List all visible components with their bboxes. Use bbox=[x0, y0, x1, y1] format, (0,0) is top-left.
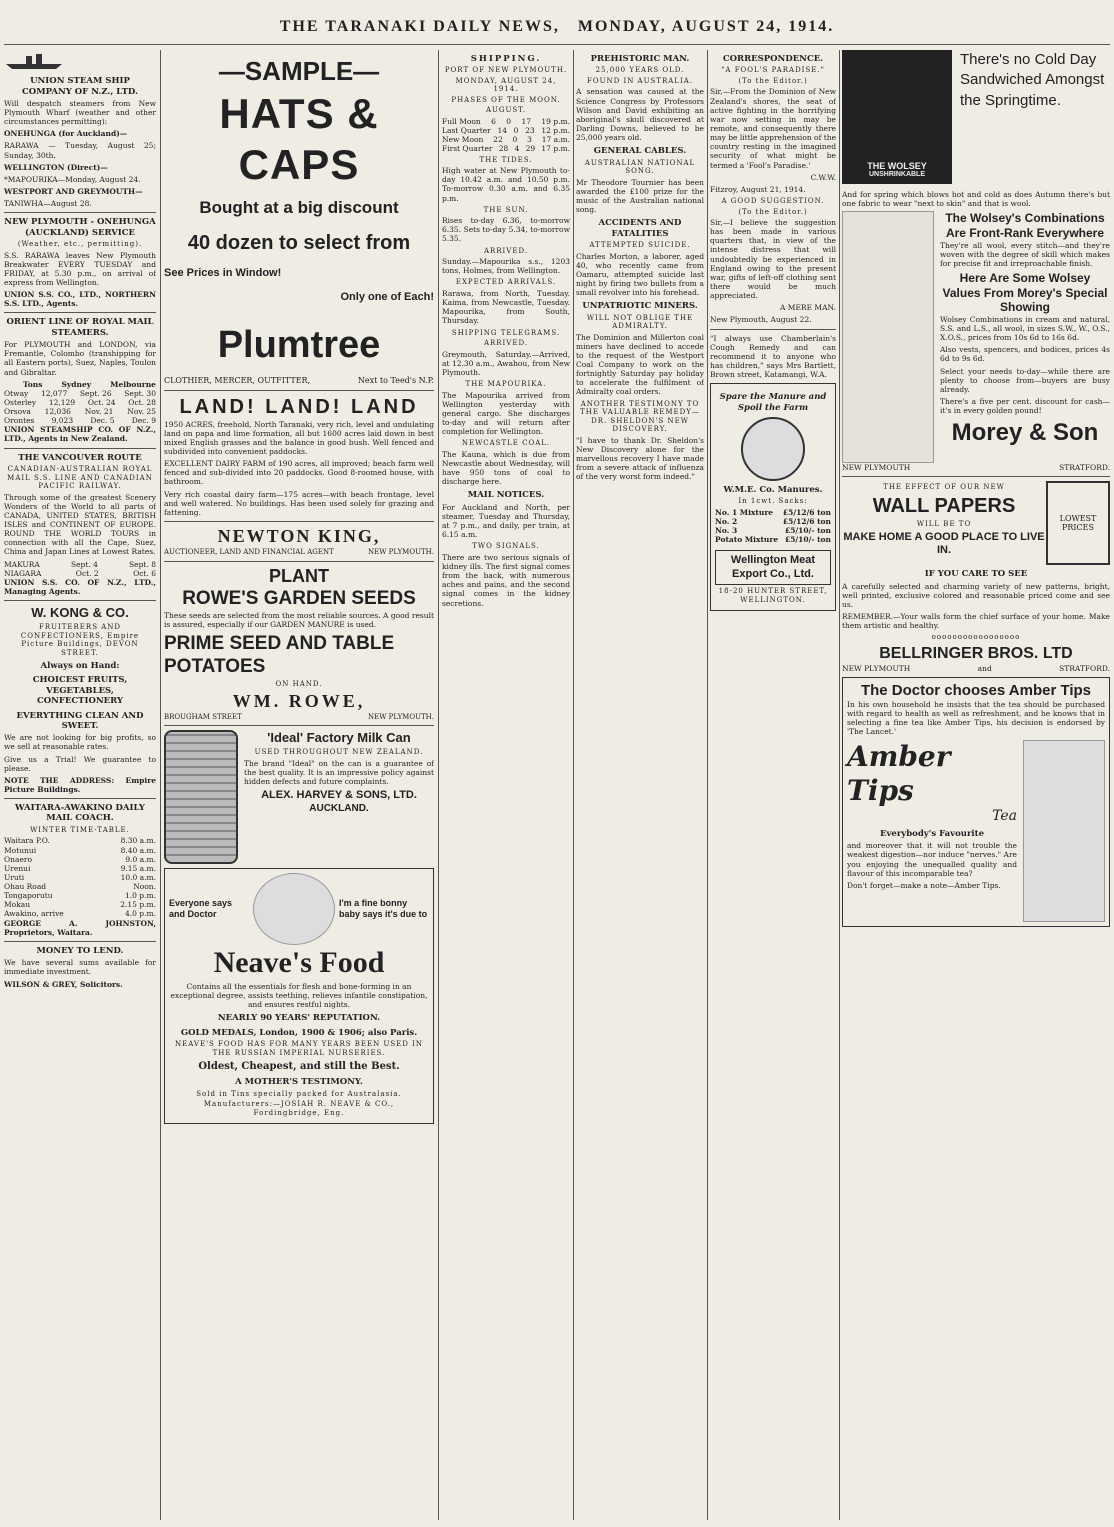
make-line: MAKE HOME A GOOD PLACE TO LIVE IN. bbox=[843, 530, 1045, 557]
mail-heading: MAIL NOTICES. bbox=[467, 490, 545, 501]
combos-body: They're all wool, every stitch—and they're woven with the degree of skill which makes for precise fit and irreproachable finish. bbox=[940, 240, 1110, 268]
bought-line: Bought at a big discount bbox=[199, 198, 399, 218]
prime-heading: PRIME SEED AND TABLE POTATOES bbox=[164, 632, 395, 678]
kong-hand: Always on Hand: bbox=[40, 661, 120, 672]
milk-body: The brand "Ideal" on the can is a guarantee of the best quality. It is an impressive policy against hidden defects and future complaints. bbox=[244, 758, 434, 786]
cough-body: "I always use Chamberlain's Cough Remedy and can recommend it to anyone who has children," says Mrs Bartlett, Brown street, Katamangi, W.A. bbox=[710, 333, 836, 380]
divider bbox=[842, 476, 1110, 477]
amber-brand: Amber Tips bbox=[847, 739, 951, 807]
dozen-line: 40 dozen to select from bbox=[187, 231, 411, 254]
tea-brand: Tea bbox=[992, 807, 1017, 824]
cash-body: There's a five per cent. discount for cash—it's in every golden pound! bbox=[940, 396, 1110, 416]
table-row: Awakino, arrive 4.0 p.m. bbox=[4, 909, 156, 919]
np-service-body: S.S. RARAWA leaves New Plymouth Breakwater EVERY TUESDAY and FRIDAY, at 5.30 p.m., on arrival of express from Wellington. bbox=[4, 250, 156, 287]
neave-medals: GOLD MEDALS, London, 1900 & 1906; also Paris. bbox=[180, 1027, 418, 1038]
newton-sub: AUCTIONEER, LAND AND FINANCIAL AGENT NEW PLYMOUTH. bbox=[164, 547, 434, 556]
alex-harvey: ALEX. HARVEY & SONS, LTD. bbox=[261, 789, 417, 802]
table-row: Osterley 12,129 Oct. 24 Oct. 28 bbox=[4, 397, 156, 407]
table-row: Motunui 8.40 a.m. bbox=[4, 845, 156, 855]
signals-heading: TWO SIGNALS. bbox=[472, 542, 540, 551]
lowest-prices-can-icon: LOWEST PRICES bbox=[1046, 481, 1110, 565]
remember-body: REMEMBER.—Your walls form the chief surface of your home. Make them artistic and healthy. bbox=[842, 612, 1110, 631]
prehistoric-heading: PREHISTORIC MAN. bbox=[590, 54, 690, 64]
steamship-icon bbox=[4, 50, 64, 70]
good-sign: A MERE MAN. bbox=[779, 303, 836, 313]
westport-heading: WESTPORT AND GREYMOUTH— bbox=[4, 186, 143, 196]
kong-body: We are not looking for big profits, so we sell at reasonable rates. bbox=[4, 733, 156, 752]
plumtree-footer: CLOTHIER, MERCER, OUTFITTER, Next to Teed's N.P. bbox=[164, 376, 434, 386]
taniwha-line: TANIWHA—August 28. bbox=[4, 199, 92, 209]
doctor-heading: The Doctor chooses Amber Tips bbox=[860, 681, 1092, 699]
date-line: MONDAY, AUGUST 24, 1914. bbox=[455, 76, 557, 94]
divider bbox=[4, 798, 156, 799]
will-line: WILL BE TO bbox=[916, 520, 972, 529]
money-body: We have several sums available for immediate investment. bbox=[4, 958, 156, 977]
found-heading: FOUND IN AUSTRALIA. bbox=[586, 76, 693, 85]
column-correspondence bbox=[710, 50, 836, 1520]
neave-repute: NEARLY 90 YEARS' REPUTATION. bbox=[217, 1013, 381, 1024]
money-sign: WILSON & GREY, Solicitors. bbox=[4, 979, 123, 989]
values-heading: Here Are Some Wolsey Values From Morey's Special Showing bbox=[942, 270, 1108, 315]
newton-heading: NEWTON KING, bbox=[217, 526, 381, 547]
care-heading: IF YOU CARE TO SEE bbox=[924, 569, 1028, 580]
remedy-heading: ANOTHER TESTIMONY TO THE VALUABLE REMEDY—DR. SHELDON'S NEW DISCOVERY. bbox=[580, 399, 700, 434]
miners-heading: UNPATRIOTIC MINERS. bbox=[582, 301, 698, 312]
vancouver-title: THE VANCOUVER ROUTE bbox=[18, 452, 142, 463]
neave-oldest: Oldest, Cheapest, and still the Best. bbox=[198, 1061, 400, 1073]
land-heading: LAND! LAND! LAND bbox=[179, 396, 419, 419]
shipping-heading: SHIPPING. bbox=[470, 54, 542, 64]
years-heading: 25,000 YEARS OLD. bbox=[595, 66, 685, 75]
miners-body: The Dominion and Millerton coal miners have declined to accede to the request of the Westport Coal Company to work on the fortnightly Saturday pay holiday to accelerate the fulfilment of Admiralty coal orders. bbox=[576, 332, 704, 397]
table-row: Mokau 2.15 p.m. bbox=[4, 900, 156, 910]
kong-items: CHOICEST FRUITS, VEGETABLES, CONFECTIONERY bbox=[32, 675, 128, 707]
newcastle-body: The Kauna, which is due from Newcastle about Wednesday, will have 950 tons of coal to discharge here. bbox=[442, 449, 570, 487]
column-shipping-news bbox=[442, 50, 570, 1520]
neave-ad bbox=[164, 868, 434, 1124]
divider bbox=[164, 561, 434, 562]
amber-tips-ad bbox=[842, 677, 1110, 927]
general-heading: GENERAL CABLES. bbox=[593, 146, 687, 157]
man-figure-icon bbox=[842, 211, 934, 463]
neave-heading: Neave's Food bbox=[213, 946, 385, 980]
vancouver-body: Through some of the greatest Scenery Wonders of the World to all parts of CANADA, UNITED STATES, BRITISH ISLES and CONTINENT OF EUROPE. ROUND THE WORLD TOURS in connection with all the Cape, Suez, China and Japan Lines at Lowest Rates. bbox=[4, 492, 156, 557]
wellington-heading: WELLINGTON (Direct)— bbox=[4, 162, 108, 172]
coach-title: WAITARA-AWAKINO DAILY MAIL COACH. bbox=[15, 803, 145, 824]
to-editor2: (To the Editor.) bbox=[738, 207, 808, 216]
mapourika-heading: THE MAPOURIKA. bbox=[465, 380, 547, 389]
table-row: Onaero 9.0 a.m. bbox=[4, 854, 156, 864]
in-sacks: In 1cwt. Sacks: bbox=[738, 497, 808, 506]
phases-heading: PHASES OF THE MOON. bbox=[451, 95, 561, 104]
plumtree-heading: Plumtree bbox=[217, 324, 381, 367]
divider bbox=[4, 212, 156, 213]
mail-body: For Auckland and North, per steamer, Tuesday and Thursday, at 7 p.m., and daily, per train, at 6.15 a.m. bbox=[442, 502, 570, 540]
newcastle-heading: NEWCASTLE COAL. bbox=[461, 439, 551, 448]
column-shipping-ads bbox=[4, 50, 156, 1520]
spring-body: And for spring which blows hot and cold as does Autumn there's but one fabric to wear "next to skin" and that is wool. bbox=[842, 190, 1110, 209]
plant-heading: PLANT bbox=[269, 565, 329, 586]
column-rule bbox=[160, 50, 161, 1520]
masthead-paper: THE TARANAKI DAILY NEWS, bbox=[279, 18, 560, 35]
only-line: Only one of Each! bbox=[340, 290, 434, 303]
table-row: Orsova 12,036 Nov. 21 Nov. 25 bbox=[4, 407, 156, 417]
column-rule bbox=[839, 50, 840, 1520]
column-rule bbox=[707, 50, 708, 1520]
column-large-ads bbox=[164, 50, 434, 1520]
neave-sold: Sold in Tins specially packed for Australasia. bbox=[196, 1089, 402, 1098]
rowe-address: BROUGHAM STREET NEW PLYMOUTH. bbox=[164, 712, 434, 721]
remedy-body: "I have to thank Dr. Sheldon's New Discovery alone for the marvellous recovery I have made from a severe attack of influenza of the very worst form indeed." bbox=[576, 435, 704, 482]
money-title: MONEY TO LEND. bbox=[36, 945, 124, 956]
good-body: Sir,—I believe the suggestion has been made in various quarters that, in view of the intense distress that will undoubtedly be experienced in England owing to the present war, gifts of left-off clothing sent there would be much appreciated. bbox=[710, 218, 836, 301]
table-row: New Moon 22 0 3 17 a.m. bbox=[442, 135, 570, 145]
favourite-body: and moreover that it will not trouble the weakest digestion—nor induce "nerves." Are you enjoying the unequalled quality and flavour of this incomparable tea? bbox=[847, 841, 1017, 878]
divider bbox=[164, 521, 434, 522]
column-rule bbox=[573, 50, 574, 1520]
union-body: Will despatch steamers from New Plymouth Wharf (weather and other circumstances permitting): bbox=[4, 98, 156, 127]
column-rule bbox=[438, 50, 439, 1520]
fools-heading: "A FOOL'S PARADISE." bbox=[721, 66, 825, 75]
orient-body: For PLYMOUTH and LONDON, via Fremantle, Colombo (transhipping for all Eastern ports), Suez, Naples, Toulon and Gibraltar. bbox=[4, 340, 156, 377]
baby-line: I'm a fine bonny baby says it's due to bbox=[339, 898, 428, 920]
table-row: Uruti 10.0 a.m. bbox=[4, 872, 156, 882]
august-heading: AUGUST. bbox=[485, 106, 527, 115]
divider bbox=[4, 941, 156, 942]
there-heading: There's no Cold Day Sandwiched Amongst the Springtime. bbox=[960, 51, 1105, 109]
prehistoric-body: A sensation was caused at the Science Congress by Professors Wilson and David exhibiting an aboriginal's skull discovered at Darling Downs, believed to be 25,000 years old. bbox=[576, 87, 704, 143]
arrived2-heading: ARRIVED. bbox=[483, 339, 529, 348]
rowe-heading: WM. ROWE, bbox=[232, 690, 366, 711]
masthead-rule bbox=[4, 44, 1110, 45]
baby-icon bbox=[253, 873, 335, 945]
wall-heading: WALL PAPERS bbox=[872, 494, 1016, 517]
morey-address: NEW PLYMOUTH STRATFORD. bbox=[842, 463, 1110, 473]
expected-heading: EXPECTED ARRIVALS. bbox=[455, 278, 557, 287]
select-body: Select your needs to-day—while there are plenty to choose from—buyers are busy already. bbox=[940, 366, 1110, 394]
mapourika-body: The Mapourika arrived from Wellington yesterday with general cargo. She discharges to-day and will return after completion for Wellington. bbox=[442, 390, 570, 437]
fools-sign: C.W.W. bbox=[810, 172, 836, 182]
port-heading: PORT OF NEW PLYMOUTH. bbox=[444, 66, 568, 75]
suicide-heading: ATTEMPTED SUICIDE. bbox=[589, 240, 691, 249]
care-body: A carefully selected and charming variety of new patterns, bright, well printed, exclusive colored and reasonable priced come and see us. bbox=[842, 581, 1110, 610]
cartwheel-icon bbox=[741, 417, 805, 481]
wolsey-logo: THE WOLSEY UNSHRINKABLE bbox=[842, 50, 952, 184]
seeds-body: These seeds are selected from the most reliable sources. A good result is assured, especially if our GARDEN MANURE is used. bbox=[164, 610, 434, 629]
fitzroy-line: Fitzroy, August 21, 1914. bbox=[710, 184, 806, 194]
wolsey-body bbox=[842, 211, 1110, 463]
union-title: UNION STEAM SHIP COMPANY OF N.Z., LTD. bbox=[22, 76, 138, 97]
neave-makers: Manufacturers:—JOSIAH R. NEAVE & CO., Fordingbridge, Eng. bbox=[203, 1100, 395, 1117]
effect-line: THE EFFECT OF OUR NEW bbox=[883, 483, 1005, 492]
masthead bbox=[0, 18, 1114, 42]
onhand-line: ON HAND. bbox=[275, 680, 323, 689]
good-place: New Plymouth, August 22. bbox=[710, 315, 812, 325]
good-heading: A GOOD SUGGESTION. bbox=[721, 196, 825, 205]
see-line: See Prices in Window! bbox=[164, 267, 282, 280]
table-row: Tongaporutu 1.0 p.m. bbox=[4, 891, 156, 901]
land-body: 1950 ACRES, freehold, North Taranaki, very rich, level and undulating land on papa and lime formation, all but 1600 acres laid down in best mixed English grasses and the balance in good bush. Well fenced and subdivided into convenient paddocks. bbox=[164, 419, 434, 457]
divider bbox=[4, 448, 156, 449]
coach-sign: GEORGE A. JOHNSTON, Proprietors, Waitara. bbox=[4, 918, 156, 937]
everybody-line: Everybody's Favourite bbox=[880, 828, 984, 839]
miners-sub: WILL NOT OBLIGE THE ADMIRALTY. bbox=[586, 313, 694, 331]
orient-title: ORIENT LINE OF ROYAL MAIL STEAMERS. bbox=[6, 317, 154, 338]
divider bbox=[164, 725, 434, 726]
hats-heading: HATS & CAPS bbox=[219, 89, 379, 188]
kong-trial: Give us a Trial! We guarantee to please. bbox=[4, 754, 156, 773]
coach-sub: WINTER TIME-TABLE. bbox=[30, 825, 130, 834]
morey-heading: Morey & Son bbox=[951, 419, 1099, 447]
vests-body: Also vests, spencers, and bodices, prices 4s 6d to 9s 6d. bbox=[940, 345, 1110, 364]
table-row: No. 2 £5/12/6 ton bbox=[715, 517, 831, 527]
signals-body: There are two serious signals of kidney ills. The first signal comes from the back, with numerous aches and pains, and the second signal comes in the kidney secretions. bbox=[442, 552, 570, 608]
table-row: Orontes 9,023 Dec. 5 Dec. 9 bbox=[4, 416, 156, 426]
neave-mother: A MOTHER'S TESTIMONY. bbox=[235, 1077, 363, 1088]
masthead-date: MONDAY, AUGUST 24, 1914. bbox=[577, 18, 835, 35]
milk-can-ad bbox=[164, 730, 434, 864]
np-service-title: NEW PLYMOUTH - ONEHUNGA (AUCKLAND) SERVICE bbox=[4, 217, 156, 238]
corr-heading: CORRESPONDENCE. bbox=[722, 54, 824, 64]
hunter-street: 18-20 HUNTER STREET, WELLINGTON. bbox=[718, 587, 828, 604]
anthem-body: Mr Theodore Tournier has been awarded the £100 prize for the music of the Australian national song. bbox=[576, 177, 704, 215]
table-row: Potato Mixture £5/10/- ton bbox=[715, 535, 831, 545]
table-row: Waitara P.O. 8.30 a.m. bbox=[4, 836, 156, 846]
neave-body: Contains all the essentials for flesh and bone-forming in an exceptional degree, assists teething, relieves infantile constipation, and ensures restful nights. bbox=[170, 981, 428, 1010]
np-service-sub: (Weather, etc., permitting). bbox=[17, 239, 143, 248]
divider bbox=[4, 312, 156, 313]
divider bbox=[164, 390, 434, 391]
sample-heading: —SAMPLE— bbox=[218, 56, 380, 86]
orient-table-header: Tons Sydney Melbourne bbox=[23, 379, 156, 389]
manure-ad bbox=[710, 383, 836, 611]
everyone-line: Everyone says and Doctor bbox=[169, 898, 233, 920]
tides-heading: THE TIDES. bbox=[479, 155, 533, 164]
kong-clean: EVERYTHING CLEAN AND SWEET. bbox=[16, 710, 144, 731]
kong-address: NOTE THE ADDRESS: Empire Picture Buildings. bbox=[4, 775, 156, 794]
vancouver-agents: UNION S.S. CO. OF N.Z., LTD., Managing Agents. bbox=[4, 577, 156, 596]
to-editor: (To the Editor.) bbox=[738, 76, 808, 85]
doctor-figure-icon bbox=[1023, 740, 1105, 922]
neave-russian: NEAVE'S FOOD HAS FOR MANY YEARS BEEN USED IN THE RUSSIAN IMPERIAL NURSERIES. bbox=[174, 1040, 423, 1057]
rarawa-line: RARAWA — Tuesday, August 25; Sunday, 30th. bbox=[4, 141, 156, 160]
bellringer-heading: BELLRINGER BROS. LTD bbox=[879, 645, 1073, 663]
rowes-heading: ROWE'S GARDEN SEEDS bbox=[182, 588, 416, 610]
sun-heading: THE SUN. bbox=[483, 205, 529, 214]
combos-heading: The Wolsey's Combinations Are Front-Rank Everywhere bbox=[945, 211, 1105, 240]
accidents-heading: ACCIDENTS AND FATALITIES bbox=[598, 218, 682, 239]
onehunga-heading: ONEHUNGA (for Auckland)— bbox=[4, 129, 128, 139]
manure-title: Spare the Manure and Spoil the Farm bbox=[719, 392, 827, 413]
doctor-body: In his own household he insists that the tea should be purchased with regard to health as well as refreshment, and he knows that in selecting a fine tea like Amber Tips, his decision is endorsed by 'The Lancet.' bbox=[847, 699, 1105, 737]
table-row: Ohau Road Noon. bbox=[4, 882, 156, 892]
table-row: Last Quarter 14 0 23 12 p.m. bbox=[442, 126, 570, 136]
arrived-heading: ARRIVED. bbox=[483, 246, 529, 255]
divider bbox=[710, 329, 836, 330]
orient-agents: UNION STEAMSHIP CO. OF N.Z., LTD., Agents in New Zealand. bbox=[4, 425, 156, 444]
divider bbox=[4, 600, 156, 601]
table-row: No. 3 £5/10/- ton bbox=[715, 526, 831, 536]
table-row: Urenui 9.15 a.m. bbox=[4, 863, 156, 873]
table-row: Otway 12,077 Sept. 26 Sept. 30 bbox=[4, 388, 156, 398]
vancouver-sub: CANADIAN-AUSTRALIAN ROYAL MAIL S.S. LINE AND CANADIAN PACIFIC RAILWAY. bbox=[7, 464, 153, 491]
kong-title: W. KONG & CO. bbox=[31, 605, 129, 621]
sun-body: Rises to-day 6.36, to-morrow 6.35. Sets to-day 5.34, to-morrow 5.35. bbox=[442, 216, 570, 244]
milk-can-icon bbox=[164, 730, 238, 864]
suicide-body: Charles Morton, a laborer, aged 40, who recently came from Oamaru, attempted suicide last night by firing two bullets from a small revolver into his forehead. bbox=[576, 251, 704, 298]
wall-paper-ad bbox=[842, 481, 1110, 565]
table-row: First Quarter 28 4 29 17 p.m. bbox=[442, 144, 570, 154]
kong-sub: FRUITERERS AND CONFECTIONERS, Empire Picture Buildings, DEVON STREET. bbox=[20, 622, 140, 657]
auckland-line: AUCKLAND. bbox=[309, 802, 369, 814]
column-news bbox=[576, 50, 704, 1520]
milk-title: 'Ideal' Factory Milk Can bbox=[267, 730, 411, 746]
mapourika-line: *MAPOURIKA—Monday, August 24. bbox=[4, 174, 141, 184]
dont-line: Don't forget—make a note—Amber Tips. bbox=[847, 880, 1001, 890]
table-row: NIAGARA Oct. 2 Oct. 6 bbox=[4, 568, 156, 578]
table-row: MAKURA Sept. 4 Sept. 8 bbox=[4, 559, 156, 569]
wolsey-header bbox=[842, 50, 1110, 184]
wellington-meat: Wellington Meat Export Co., Ltd. bbox=[715, 550, 831, 585]
table-row: Full Moon 6 0 17 19 p.m. bbox=[442, 117, 570, 127]
dairy-body: EXCELLENT DAIRY FARM of 190 acres, all improved; beach farm well fenced and sub-divided into 20 paddocks. Good 8-roomed house, with bathroom. bbox=[164, 459, 434, 487]
manures-heading: W.M.E. Co. Manures. bbox=[723, 485, 823, 495]
arrived-body: Sunday.—Mapourika s.s., 1203 tons, Holmes, from Wellington. bbox=[442, 257, 570, 276]
telegrams-heading: SHIPPING TELEGRAMS. bbox=[451, 328, 561, 337]
expected-body: Rarawa, from North, Tuesday. Kaima, from Newcastle, Tuesday. Mapourika, from South, Thursday. bbox=[442, 288, 570, 326]
milk-sub: USED THROUGHOUT NEW ZEALAND. bbox=[254, 748, 424, 757]
anthem-heading: AUSTRALIAN NATIONAL SONG. bbox=[584, 158, 696, 176]
dots-divider: ooooooooooooooooo bbox=[931, 633, 1021, 642]
union-signature: UNION S.S. CO., LTD., NORTHERN S.S. LTD., Agents. bbox=[4, 290, 156, 309]
tides-body: High water at New Plymouth to-day 10.42 a.m. and 10.50 p.m. To-morrow 0.30 a.m. and 6.35 p.m. bbox=[442, 166, 570, 203]
fools-body: Sir,—From the Dominion of New Zealand's shores, the seat of active fighting in the horrifying war now setting in may be remote, and consequently there may be little apprehension of the country resting in the imagined security of what might be termed a 'Fool's Paradise.' bbox=[710, 87, 836, 170]
table-row: No. 1 Mixture £5/12/6 ton bbox=[715, 507, 831, 517]
column-wolsey-ads bbox=[842, 50, 1110, 1520]
values-body: Wolsey Combinations in cream and natural, S.S. and L.S., all wool, in sizes S.W., W., O.S., X.O.S., prices from 10s 6d to 16s 6d. bbox=[940, 314, 1110, 343]
bellringer-address: NEW PLYMOUTH and STRATFORD. bbox=[842, 663, 1110, 673]
coastal-body: Very rich coastal dairy farm—175 acres—with beach frontage, level and well watered. No buildings. Has been used solely for grazing and fattening. bbox=[164, 489, 434, 517]
telegrams-body: Greymouth, Saturday.—Arrived, at 12.30 a.m., Awahou, from New Plymouth. bbox=[442, 349, 570, 377]
